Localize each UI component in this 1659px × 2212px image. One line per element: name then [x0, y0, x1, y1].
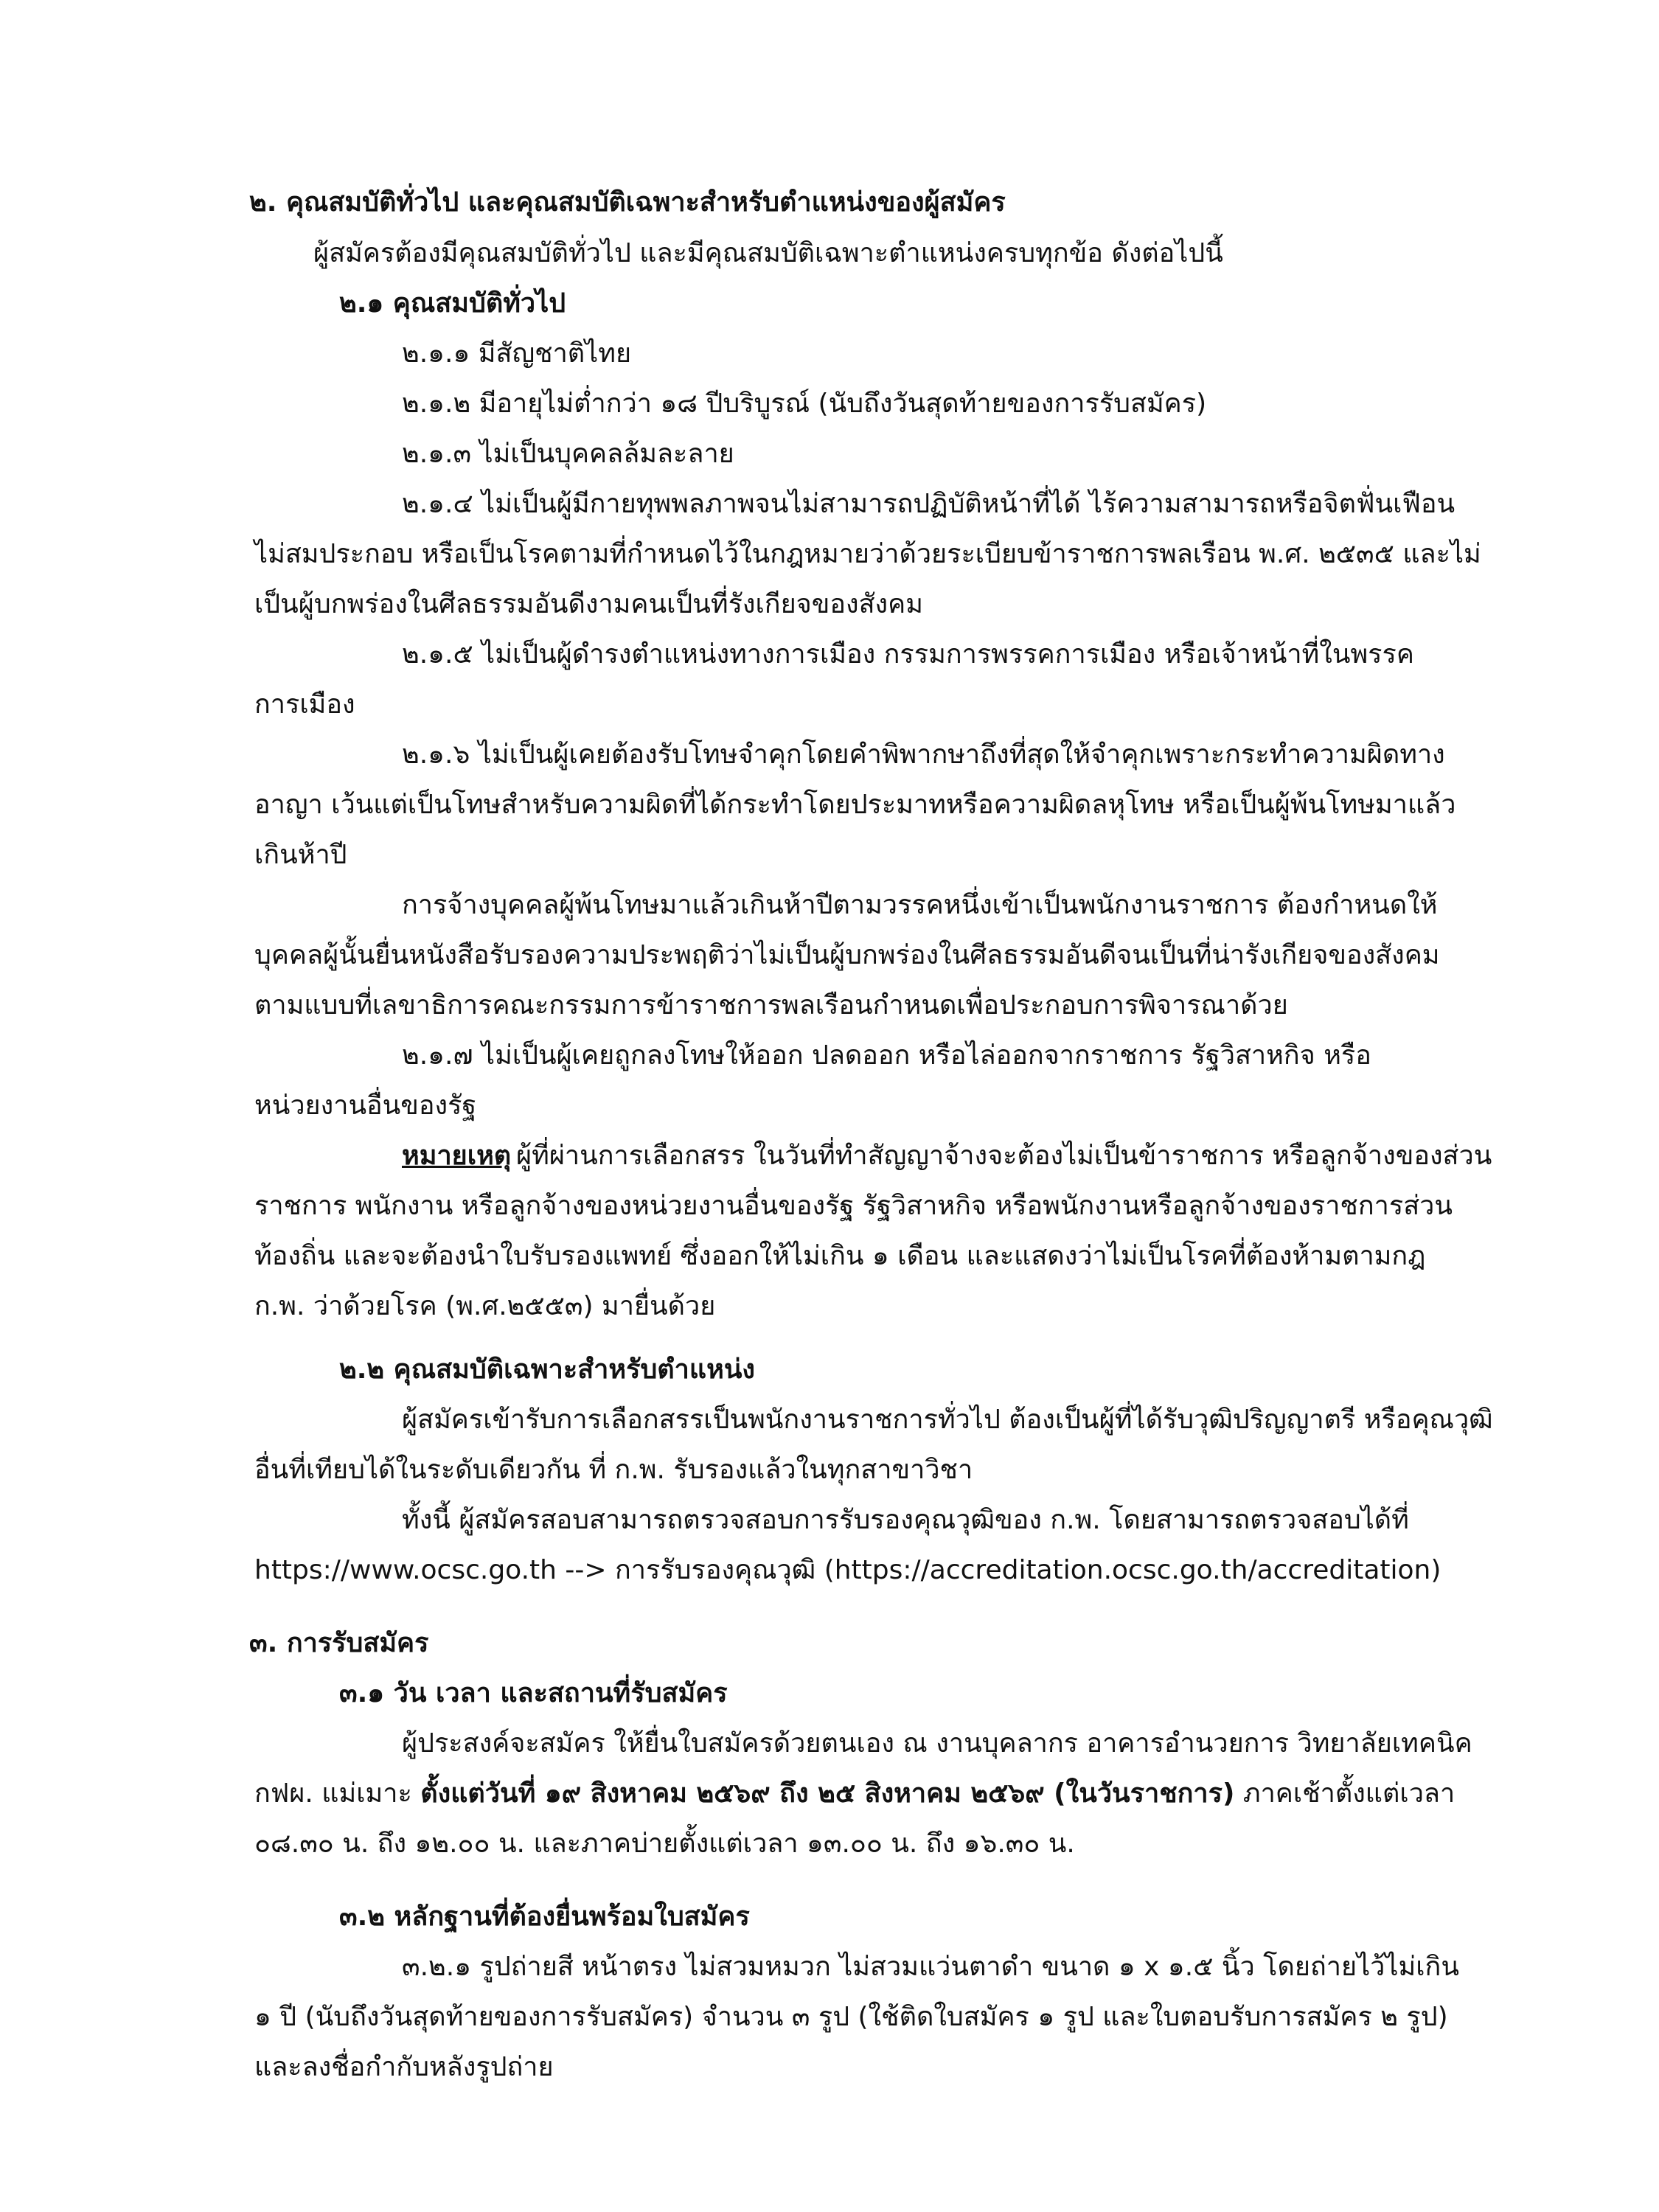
remark-label	[402, 1138, 511, 1175]
qualification-item-1: ๒.๑.๑ มีสัญชาติไทย	[402, 338, 632, 369]
application-time-line-3: ๐๘.๓๐ น. ถึง ๑๒.๐๐ น. และภาคบ่ายตั้งแต่เวลา ๑๓.๐๐ น. ถึง ๑๖.๓๐ น.	[254, 1829, 1075, 1859]
qualification-item-3: ๒.๑.๓ ไม่เป็นบุคคลล้มละลาย	[402, 439, 734, 469]
remark-label-text: หมายเหตุ	[402, 1141, 512, 1171]
required-documents-line-2: ๑ ปี (นับถึงวันสุดท้ายของการรับสมัคร) จำนวน ๓ รูป (ใช้ติดใบสมัคร ๑ รูป และใบตอบรับการสมัคร ๒ รูป)	[254, 2002, 1448, 2032]
required-documents-heading: ๓.๒ หลักฐานที่ต้องยื่นพร้อมใบสมัคร	[339, 1902, 750, 1932]
specific-qualifications-heading: ๒.๒ คุณสมบัติเฉพาะสำหรับตำแหน่ง	[339, 1354, 756, 1385]
qualification-item-7-line-1: ๒.๑.๗ ไม่เป็นผู้เคยถูกลงโทษให้ออก ปลดออก หรือไล่ออกจากราชการ รัฐวิสาหกิจ หรือ	[402, 1040, 1371, 1071]
application-time-heading: ๓.๑ วัน เวลา และสถานที่รับสมัคร	[339, 1678, 728, 1708]
remark-line-3: ท้องถิ่น และจะต้องนำใบรับรองแพทย์ ซึ่งออกให้ไม่เกิน ๑ เดือน และแสดงว่าไม่เป็นโรคที่ต้องห้ามตามกฎ	[254, 1241, 1426, 1271]
employment-note-line-3: ตามแบบที่เลขาธิการคณะกรรมการข้าราชการพลเรือนกำหนดเพื่อประกอบการพิจารณาด้วย	[254, 990, 1288, 1020]
required-documents-line-1: ๓.๒.๑ รูปถ่ายสี หน้าตรง ไม่สวมหมวก ไม่สวมแว่นตาดำ ขนาด ๑ x ๑.๕ นิ้ว โดยถ่ายไว้ไม่เกิน	[402, 1952, 1459, 1982]
specific-line-3: ทั้งนี้ ผู้สมัครสอบสามารถตรวจสอบการรับรองคุณวุฒิของ ก.พ. โดยสามารถตรวจสอบได้ที่	[402, 1505, 1409, 1535]
section-3-heading: ๓. การรับสมัคร	[249, 1628, 429, 1658]
qualification-item-6-line-1: ๒.๑.๖ ไม่เป็นผู้เคยต้องรับโทษจำคุกโดยคำพิพากษาถึงที่สุดให้จำคุกเพราะกระทำความผิดทาง	[402, 740, 1445, 770]
qualification-item-7-line-2: หน่วยงานอื่นของรัฐ	[254, 1091, 477, 1121]
qualification-item-4-line-1: ๒.๑.๔ ไม่เป็นผู้มีกายทุพพลภาพจนไม่สามารถปฏิบัติหน้าที่ได้ ไร้ความสามารถหรือจิตฟั่นเฟือน	[402, 489, 1455, 519]
morning-time-label: ภาคเช้าตั้งแต่เวลา	[1234, 1778, 1455, 1809]
employment-note-line-1: การจ้างบุคคลผู้พ้นโทษมาแล้วเกินห้าปีตามวรรคหนึ่งเข้าเป็นพนักงานราชการ ต้องกำหนดให้	[402, 890, 1438, 920]
qualification-item-5-line-2: การเมือง	[254, 689, 355, 720]
remark-line-2: ราชการ พนักงาน หรือลูกจ้างของหน่วยงานอื่นของรัฐ รัฐวิสาหกิจ หรือพนักงานหรือลูกจ้างของราชการส่วน	[254, 1191, 1453, 1221]
qualification-item-6-line-2: อาญา เว้นแต่เป็นโทษสำหรับความผิดที่ได้กระทำโดยประมาทหรือความผิดลหุโทษ หรือเป็นผู้พ้นโทษมาแล้ว	[254, 790, 1456, 820]
qualification-item-4-line-3: เป็นผู้บกพร่องในศีลธรรมอันดีงามคนเป็นที่รังเกียจของสังคม	[254, 589, 923, 619]
qualification-item-2: ๒.๑.๒ มีอายุไม่ต่ำกว่า ๑๘ ปีบริบูรณ์ (นับถึงวันสุดท้ายของการรับสมัคร)	[402, 389, 1207, 419]
qualification-item-6-line-3: เกินห้าปี	[254, 840, 347, 870]
remark-line-1: ผู้ที่ผ่านการเลือกสรร ในวันที่ทำสัญญาจ้างจะต้องไม่เป็นข้าราชการ หรือลูกจ้างของส่วน	[516, 1141, 1492, 1171]
specific-line-2: อื่นที่เทียบได้ในระดับเดียวกัน ที่ ก.พ. รับรองแล้วในทุกสาขาวิชา	[254, 1455, 973, 1485]
employment-note-line-2: บุคคลผู้นั้นยื่นหนังสือรับรองความประพฤติว่าไม่เป็นผู้บกพร่องในศีลธรรมอันดีจนเป็นที่น่ารังเกียจของสังคม	[254, 940, 1440, 970]
application-time-line-1: ผู้ประสงค์จะสมัคร ให้ยื่นใบสมัครด้วยตนเอง ณ งานบุคลากร อาคารอำนวยการ วิทยาลัยเทคนิค	[402, 1728, 1472, 1759]
section-2-intro: ผู้สมัครต้องมีคุณสมบัติทั่วไป และมีคุณสมบัติเฉพาะตำแหน่งครบทุกข้อ ดังต่อไปนี้	[313, 238, 1223, 268]
application-time-line-2	[254, 1775, 1455, 1812]
section-2-heading: ๒. คุณสมบัติทั่วไป และคุณสมบัติเฉพาะสำหรับตำแหน่งของผู้สมัคร	[249, 187, 1006, 218]
qualification-item-5-line-1: ๒.๑.๕ ไม่เป็นผู้ดำรงตำแหน่งทางการเมือง กรรมการพรรคการเมือง หรือเจ้าหน้าที่ในพรรค	[402, 639, 1414, 669]
specific-line-1: ผู้สมัครเข้ารับการเลือกสรรเป็นพนักงานราชการทั่วไป ต้องเป็นผู้ที่ได้รับวุฒิปริญญาตรี หรือคุณวุฒิ	[402, 1405, 1493, 1435]
required-documents-line-3: และลงชื่อกำกับหลังรูปถ่าย	[254, 2052, 554, 2082]
application-dates: ตั้งแต่วันที่ ๑๙ สิงหาคม ๒๕๖๙ ถึง ๒๕ สิงหาคม ๒๕๖๙ (ในวันราชการ)	[420, 1778, 1235, 1809]
specific-line-4-links: https://www.ocsc.go.th --> การรับรองคุณวุฒิ (https://accreditation.ocsc.go.th/accreditation)	[254, 1555, 1441, 1585]
remark-line-4: ก.พ. ว่าด้วยโรค (พ.ศ.๒๕๕๓) มายื่นด้วย	[254, 1291, 716, 1321]
general-qualifications-heading: ๒.๑ คุณสมบัติทั่วไป	[339, 288, 566, 319]
application-place-text: กฟผ. แม่เมาะ	[254, 1778, 421, 1809]
qualification-item-4-line-2: ไม่สมประกอบ หรือเป็นโรคตามที่กำหนดไว้ในกฎหมายว่าด้วยระเบียบข้าราชการพลเรือน พ.ศ. ๒๕๓๕ และไม่	[254, 539, 1481, 569]
